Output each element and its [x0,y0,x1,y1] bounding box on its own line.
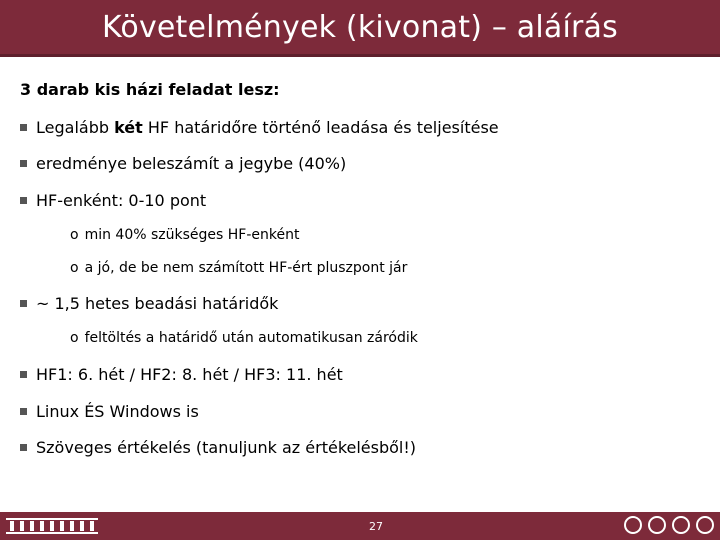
square-bullet-icon [20,160,27,167]
square-bullet-icon [20,124,27,131]
logo-circle-icon [696,516,714,534]
square-bullet-icon [20,444,27,451]
bullet-bold-text: két [114,118,143,137]
circle-bullet-icon: o [70,227,79,243]
bullet-item-3 [20,191,206,210]
square-bullet-icon [20,197,27,204]
bme-logo-icon [4,514,100,538]
slide-title: Követelmények (kivonat) – aláírás [102,9,618,45]
page-number: 27 [369,520,383,533]
square-bullet-icon [20,371,27,378]
bullet-item-4 [20,294,278,313]
bullet-item-5 [20,365,343,384]
bullet-text: Legalább [36,118,115,137]
sub-text: a jó, de be nem számított HF-ért pluszpont jár [84,260,408,276]
square-bullet-icon [20,408,27,415]
bullet-text: ~ 1,5 hetes beadási határidők [36,294,279,313]
sub-text: feltöltés a határidő után automatikusan záródik [84,330,418,346]
bullet-item-2 [20,154,346,173]
bullet-text: Szöveges értékelés (tanuljunk az értékelésből!) [36,438,417,457]
bullet-text: HF-enként: 0-10 pont [36,191,207,210]
logo-circle-icon [672,516,690,534]
sub-item-3-1 [70,227,299,243]
ftsl-logo-icons [624,516,714,536]
bullet-text: HF határidőre történő leadása és teljesítése [142,118,499,137]
logo-circle-icon [648,516,666,534]
square-bullet-icon [20,300,27,307]
bullet-text: eredménye beleszámít a jegybe (40%) [36,154,347,173]
sub-text: min 40% szükséges HF-enként [84,227,300,243]
circle-bullet-icon: o [70,260,79,276]
footer-bar [0,512,720,540]
bullet-item-7 [20,438,416,457]
bullet-item-1 [20,118,499,137]
bullet-text: Linux ÉS Windows is [36,402,199,421]
logo-circle-icon [624,516,642,534]
circle-bullet-icon: o [70,330,79,346]
lead-text: 3 darab kis házi feladat lesz: [20,80,280,99]
bullet-item-6 [20,402,199,421]
sub-item-3-2 [70,260,407,276]
bullet-text: HF1: 6. hét / HF2: 8. hét / HF3: 11. hét [36,365,343,384]
title-bar [0,0,720,57]
sub-item-4-1 [70,330,418,346]
